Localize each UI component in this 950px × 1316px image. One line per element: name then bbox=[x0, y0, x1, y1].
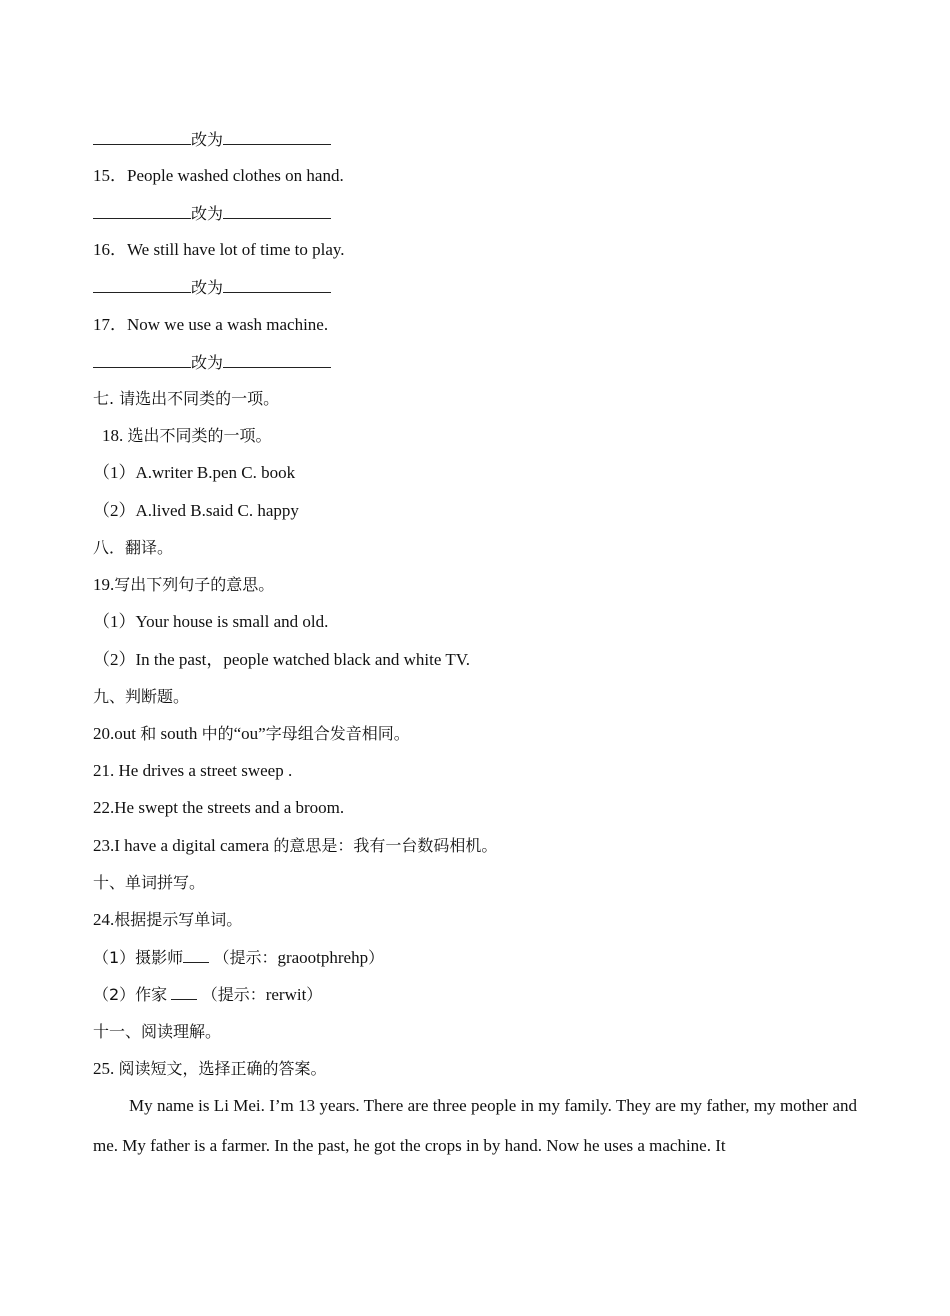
question-15: 15．People washed clothes on hand. bbox=[93, 166, 344, 185]
blank[interactable] bbox=[223, 202, 331, 219]
blank[interactable] bbox=[93, 128, 191, 145]
question-18: 18. 选出不同类的一项。 bbox=[102, 426, 272, 445]
question-19: 19.写出下列句子的意思。 bbox=[93, 575, 275, 594]
question-19-1: （1）Your house is small and old. bbox=[93, 612, 329, 631]
section-9-heading: 九、判断题。 bbox=[93, 687, 190, 706]
blank[interactable] bbox=[93, 351, 191, 368]
question-18-1: （1）A.writer B.pen C. book bbox=[93, 463, 296, 482]
blank[interactable] bbox=[93, 202, 191, 219]
blank[interactable] bbox=[223, 351, 331, 368]
blank[interactable] bbox=[223, 128, 331, 145]
question-24-1: （1）摄影师 （提示：graootphrehp） bbox=[93, 948, 385, 967]
question-17: 17．Now we use a wash machine. bbox=[93, 315, 329, 334]
blank[interactable] bbox=[171, 983, 197, 1000]
blank[interactable] bbox=[183, 946, 209, 963]
blank[interactable] bbox=[93, 276, 191, 293]
answer-line-15: 改为 bbox=[93, 202, 331, 225]
reading-passage: My name is Li Mei. I’m 13 years. There are three people in my family. They are my father, my mother and me. My father is a farmer. In the past, he got the crops in by hand. Now he uses a machine. It bbox=[93, 1096, 857, 1155]
question-21: 21. He drives a street sweep . bbox=[93, 761, 293, 780]
question-25: 25. 阅读短文，选择正确的答案。 bbox=[93, 1059, 327, 1078]
answer-line-14: 改为 bbox=[93, 128, 331, 151]
section-10-heading: 十、单词拼写。 bbox=[93, 873, 206, 892]
question-20: 20.out 和 south 中的“ou”字母组合发音相同。 bbox=[93, 724, 410, 743]
blank[interactable] bbox=[223, 276, 331, 293]
question-22: 22.He swept the streets and a broom. bbox=[93, 798, 345, 817]
section-8-heading: 八．翻译。 bbox=[93, 538, 174, 557]
answer-line-16: 改为 bbox=[93, 276, 331, 299]
question-23: 23.I have a digital camera 的意思是：我有一台数码相机。 bbox=[93, 836, 498, 855]
answer-line-17: 改为 bbox=[93, 351, 331, 374]
question-24-2: （2）作家 （提示：rerwit） bbox=[93, 985, 323, 1004]
section-11-heading: 十一、阅读理解。 bbox=[93, 1022, 222, 1041]
question-24: 24.根据提示写单词。 bbox=[93, 910, 243, 929]
question-16: 16．We still have lot of time to play. bbox=[93, 240, 345, 259]
question-19-2: （2）In the past，people watched black and white TV. bbox=[93, 650, 471, 669]
section-7-heading: 七. 请选出不同类的一项。 bbox=[93, 389, 280, 408]
question-18-2: （2）A.lived B.said C. happy bbox=[93, 501, 299, 520]
